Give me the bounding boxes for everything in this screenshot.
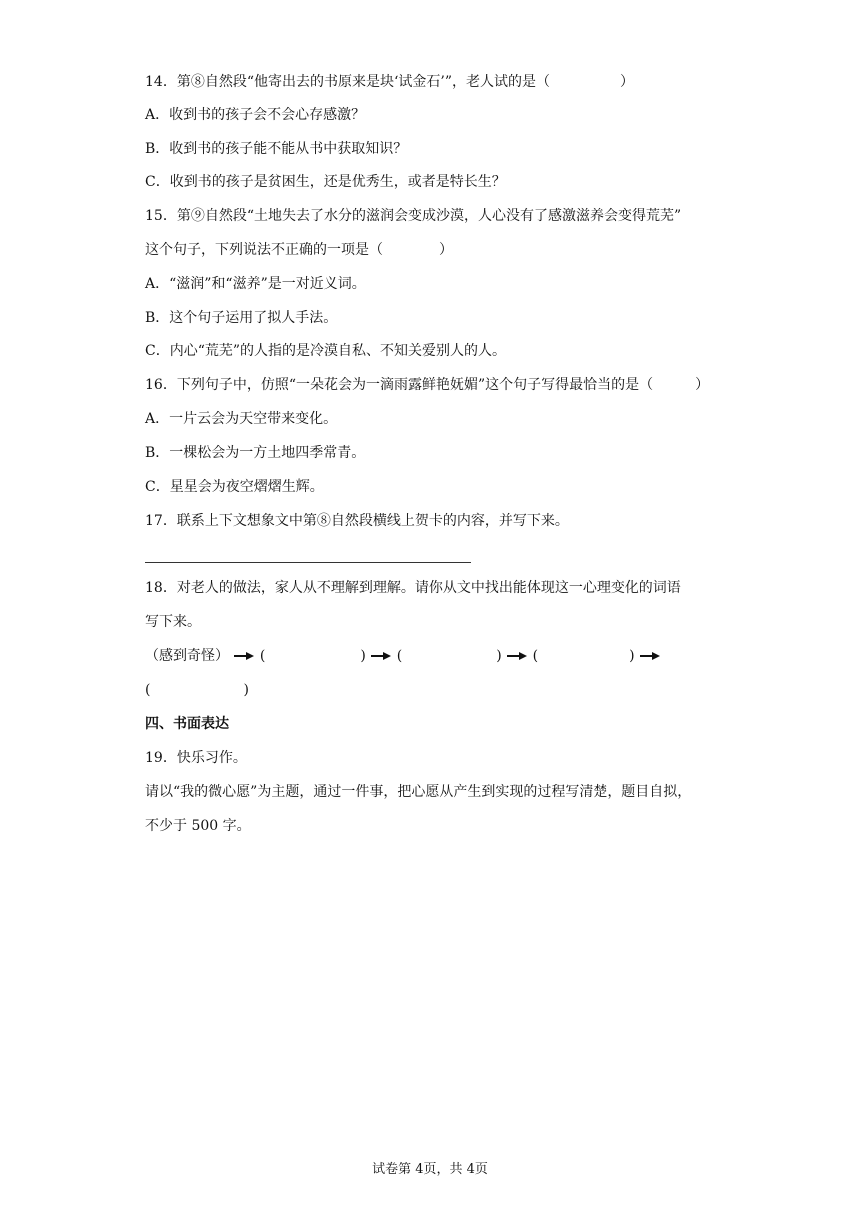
q14-option-c: C．收到书的孩子是贫困生，还是优秀生，或者是特长生？ (145, 174, 506, 190)
q15-option-a: A．“滋润”和“滋养”是一对近义词。 (145, 276, 366, 292)
q18-blank-3: ( ) (532, 648, 635, 664)
arrow-right-icon (640, 651, 660, 661)
q15-stem-line1: 15．第⑨自然段“土地失去了水分的滋润会变成沙漠，人心没有了感激滋养会变得荒芜” (145, 208, 682, 224)
q18-stem-line2: 写下来。 (145, 614, 201, 630)
arrow-right-icon (234, 651, 254, 661)
q15-stem-line2: 这个句子，下列说法不正确的一项是（ ） (145, 242, 453, 258)
q14-option-b: B．收到书的孩子能不能从书中获取知识？ (145, 141, 408, 157)
q15-option-c: C．内心“荒芜”的人指的是冷漠自私、不知关爱别人的人。 (145, 343, 507, 359)
q16-stem: 16．下列句子中，仿照“一朵花会为一滴雨露鲜艳妩媚”这个句子写得最恰当的是（ ） (145, 377, 710, 393)
q15-option-b: B．这个句子运用了拟人手法。 (145, 310, 338, 326)
q17-stem: 17．联系上下文想象文中第⑧自然段横线上贺卡的内容，并写下来。 (145, 513, 569, 529)
q18-chain-row1 (145, 647, 661, 665)
section-4-title: 四、书面表达 (145, 716, 229, 732)
q19-line1: 请以“我的微心愿”为主题，通过一件事，把心愿从产生到实现的过程写清楚，题目自拟， (145, 784, 692, 800)
q16-option-a: A．一片云会为天空带来变化。 (145, 411, 338, 427)
arrow-right-icon (507, 651, 527, 661)
q14-option-a: A．收到书的孩子会不会心存感激？ (145, 107, 366, 123)
q18-chain-row2 (145, 681, 249, 699)
q18-start-word: （感到奇怪） (145, 648, 229, 664)
page-footer: 试卷第 4页，共 4页 (372, 1162, 488, 1177)
arrow-right-icon (371, 651, 391, 661)
q16-option-c: C．星星会为夜空熠熠生辉。 (145, 479, 324, 495)
q19-line2: 不少于 500 字。 (145, 818, 251, 834)
q18-stem-line1: 18．对老人的做法，家人从不理解到理解。请你从文中找出能体现这一心理变化的词语 (145, 580, 681, 596)
q17-answer-line (145, 562, 471, 563)
q14-stem: 14．第⑧自然段“他寄出去的书原来是块‘试金石’”，老人试的是（ ） (145, 74, 635, 90)
q18-blank-4: ( ) (145, 682, 249, 698)
q18-blank-1: ( ) (259, 648, 366, 664)
q19-stem: 19．快乐习作。 (145, 750, 247, 766)
q16-option-b: B．一棵松会为一方土地四季常青。 (145, 445, 366, 461)
q18-blank-2: ( ) (396, 648, 502, 664)
